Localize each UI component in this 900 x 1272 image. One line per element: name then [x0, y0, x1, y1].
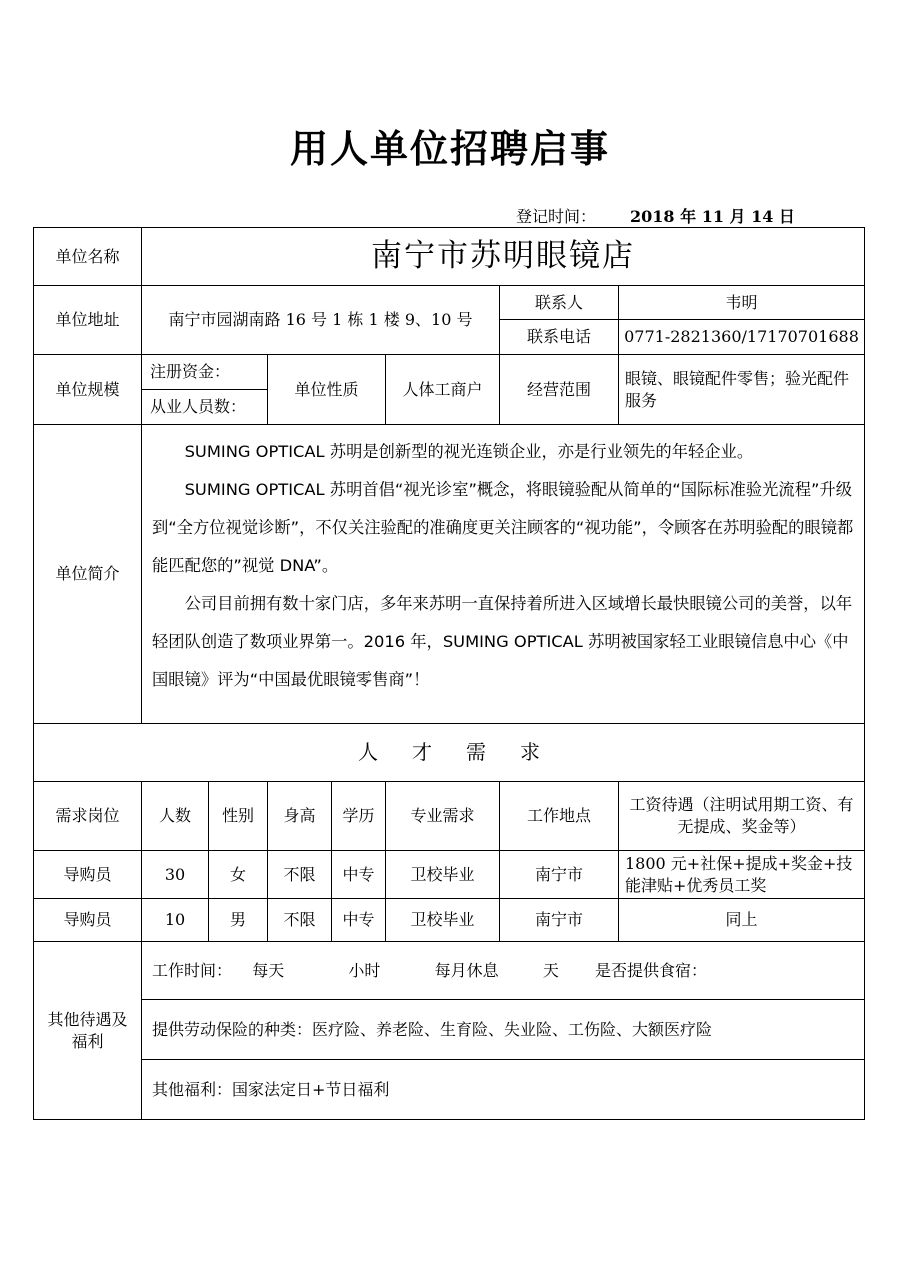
company-address-label: 单位地址	[34, 286, 142, 355]
row-position: 导购员	[34, 851, 142, 899]
recruitment-form	[33, 227, 865, 1120]
company-name: 南宁市苏明眼镜店	[142, 228, 865, 286]
row-gender: 女	[209, 851, 268, 899]
header-count: 人数	[142, 782, 209, 851]
contact-name: 韦明	[619, 286, 865, 320]
row-salary: 同上	[619, 899, 865, 942]
row-count: 10	[142, 899, 209, 942]
business-scope: 眼镜、眼镜配件零售；验光配件服务	[619, 355, 865, 425]
company-scale-label: 单位规模	[34, 355, 142, 425]
other-benefits: 其他福利：国家法定日+节日福利	[142, 1060, 865, 1120]
header-education: 学历	[332, 782, 386, 851]
company-intro	[142, 425, 865, 724]
talent-demand-title: 人才需求	[34, 724, 865, 782]
work-time-row	[142, 942, 865, 1000]
company-nature: 人体工商户	[386, 355, 500, 425]
meals-lodging: 是否提供食宿：	[595, 960, 708, 980]
row-location: 南宁市	[500, 899, 619, 942]
phone-label: 联系电话	[500, 320, 619, 355]
work-time-label: 工作时间：	[152, 960, 233, 980]
row-gender: 男	[209, 899, 268, 942]
row-education: 中专	[332, 899, 386, 942]
header-location: 工作地点	[500, 782, 619, 851]
page-title: 用人单位招聘启事	[289, 126, 610, 171]
company-intro-label: 单位简介	[34, 425, 142, 724]
insurance-types: 提供劳动保险的种类：医疗险、养老险、生育险、失业险、工伤险、大额医疗险	[142, 1000, 865, 1060]
registration-date-label: 登记时间：	[516, 207, 597, 226]
header-gender: 性别	[209, 782, 268, 851]
business-scope-label: 经营范围	[500, 355, 619, 425]
company-address: 南宁市园湖南路 16 号 1 栋 1 楼 9、10 号	[142, 286, 500, 355]
header-salary: 工资待遇（注明试用期工资、有无提成、奖金等）	[619, 782, 865, 851]
rest-days: 天	[542, 960, 559, 980]
work-time-hours: 小时	[348, 960, 381, 980]
row-position: 导购员	[34, 899, 142, 942]
company-name-label: 单位名称	[34, 228, 142, 286]
intro-paragraph: 公司目前拥有数十家门店，多年来苏明一直保持着所进入区域增长最快眼镜公司的美誉，以年轻团队创造了数项业界第一。2016 年，SUMING OPTICAL 苏明被国家轻工业眼镜信息中心《中国眼镜》评为“中国最优眼镜零售商”！	[152, 594, 853, 689]
row-height: 不限	[268, 851, 332, 899]
staff-count-label: 从业人员数：	[142, 390, 268, 425]
header-major: 专业需求	[386, 782, 500, 851]
row-education: 中专	[332, 851, 386, 899]
row-location: 南宁市	[500, 851, 619, 899]
row-major: 卫校毕业	[386, 851, 500, 899]
registered-capital-label: 注册资金：	[142, 355, 268, 390]
monthly-rest: 每月休息	[434, 960, 499, 980]
row-major: 卫校毕业	[386, 899, 500, 942]
benefits-label: 其他待遇及福利	[34, 942, 142, 1120]
header-height: 身高	[268, 782, 332, 851]
intro-paragraph: SUMING OPTICAL 苏明首倡“视光诊室”概念，将眼镜验配从简单的“国际标准验光流程”升级到“全方位视觉诊断”，不仅关注验配的准确度更关注顾客的“视功能”，令顾客在苏明验配的眼镜都能匹配您的”视觉 DNA”。	[152, 480, 854, 575]
registration-date	[516, 204, 795, 227]
registration-date-value: 2018 年 11 月 14 日	[630, 207, 795, 226]
phone-number: 0771-2821360/17170701688	[619, 320, 865, 355]
work-time-daily: 每天	[252, 960, 285, 980]
row-height: 不限	[268, 899, 332, 942]
row-count: 30	[142, 851, 209, 899]
header-position: 需求岗位	[34, 782, 142, 851]
company-nature-label: 单位性质	[268, 355, 386, 425]
intro-paragraph: SUMING OPTICAL 苏明是创新型的视光连锁企业，亦是行业领先的年轻企业。	[184, 442, 754, 461]
contact-label: 联系人	[500, 286, 619, 320]
row-salary: 1800 元+社保+提成+奖金+技能津贴+优秀员工奖	[619, 851, 865, 899]
